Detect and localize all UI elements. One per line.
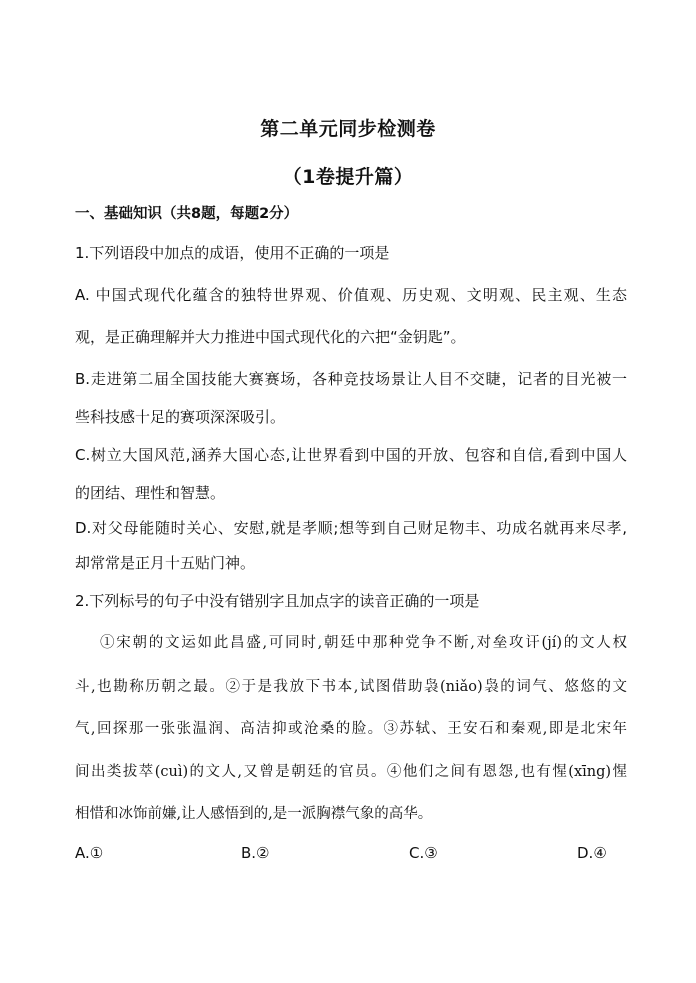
question-1-option-b-line-2: 些科技感十足的赛项深深吸引。 bbox=[75, 408, 286, 426]
question-1-option-d-line-2: 却常常是正月十五贴门神。 bbox=[75, 554, 256, 572]
answer-option-d[interactable]: D.④ bbox=[577, 844, 607, 862]
question-1-option-b-line-1: B.走进第二届全国技能大赛赛场，各种竞技场景让人目不交睫，记者的目光被一 bbox=[75, 370, 627, 388]
passage-line-5: 相惜和冰饰前嫌,让人感悟到的,是一派胸襟气象的高华。 bbox=[75, 806, 433, 822]
question-1-option-a-line-1: A. 中国式现代化蕴含的独特世界观、价值观、历史观、文明观、民主观、生态 bbox=[75, 286, 627, 304]
passage-line-1: ①宋朝的文运如此昌盛,可同时,朝廷中那种党争不断,对垒攻讦(jí)的文人权 bbox=[100, 635, 627, 651]
answer-option-a[interactable]: A.① bbox=[75, 844, 104, 862]
question-1-option-c-line-2: 的团结、理性和智慧。 bbox=[75, 484, 226, 502]
answer-options bbox=[75, 844, 627, 866]
question-1-option-a-line-2: 观，是正确理解并大力推进中国式现代化的六把“金钥匙”。 bbox=[75, 328, 466, 346]
page-title: 第二单元同步检测卷 bbox=[260, 118, 436, 140]
answer-option-b[interactable]: B.② bbox=[241, 844, 270, 862]
question-2-stem: 2.下列标号的句子中没有错别字且加点字的读音正确的一项是 bbox=[75, 592, 480, 610]
page-subtitle: （1卷提升篇） bbox=[282, 166, 414, 188]
answer-option-c[interactable]: C.③ bbox=[409, 844, 438, 862]
question-1-option-c-line-1: C.树立大国风范,涵养大国心态,让世界看到中国的开放、包容和自信,看到中国人 bbox=[75, 446, 627, 464]
question-1-stem: 1.下列语段中加点的成语，使用不正确的一项是 bbox=[75, 244, 390, 262]
passage-line-4: 间出类拔萃(cuì)的文人,又曾是朝廷的官员。④他们之间有恩怨,也有惺(xīng)惺 bbox=[75, 764, 627, 780]
passage-line-3: 气,回探那一张张温润、高洁抑或沧桑的脸。③苏轼、王安石和秦观,即是北宋年 bbox=[75, 721, 627, 737]
passage-line-2: 斗,也勘称历朝之最。②于是我放下书本,试图借助袅(niǎo)袅的词气、悠悠的文 bbox=[75, 679, 627, 695]
section-heading: 一、基础知识（共8题，每题2分） bbox=[75, 206, 299, 222]
question-1-option-d-line-1: D.对父母能随时关心、安慰,就是孝顺;想等到自己财足物丰、功成名就再来尽孝, bbox=[75, 519, 627, 537]
